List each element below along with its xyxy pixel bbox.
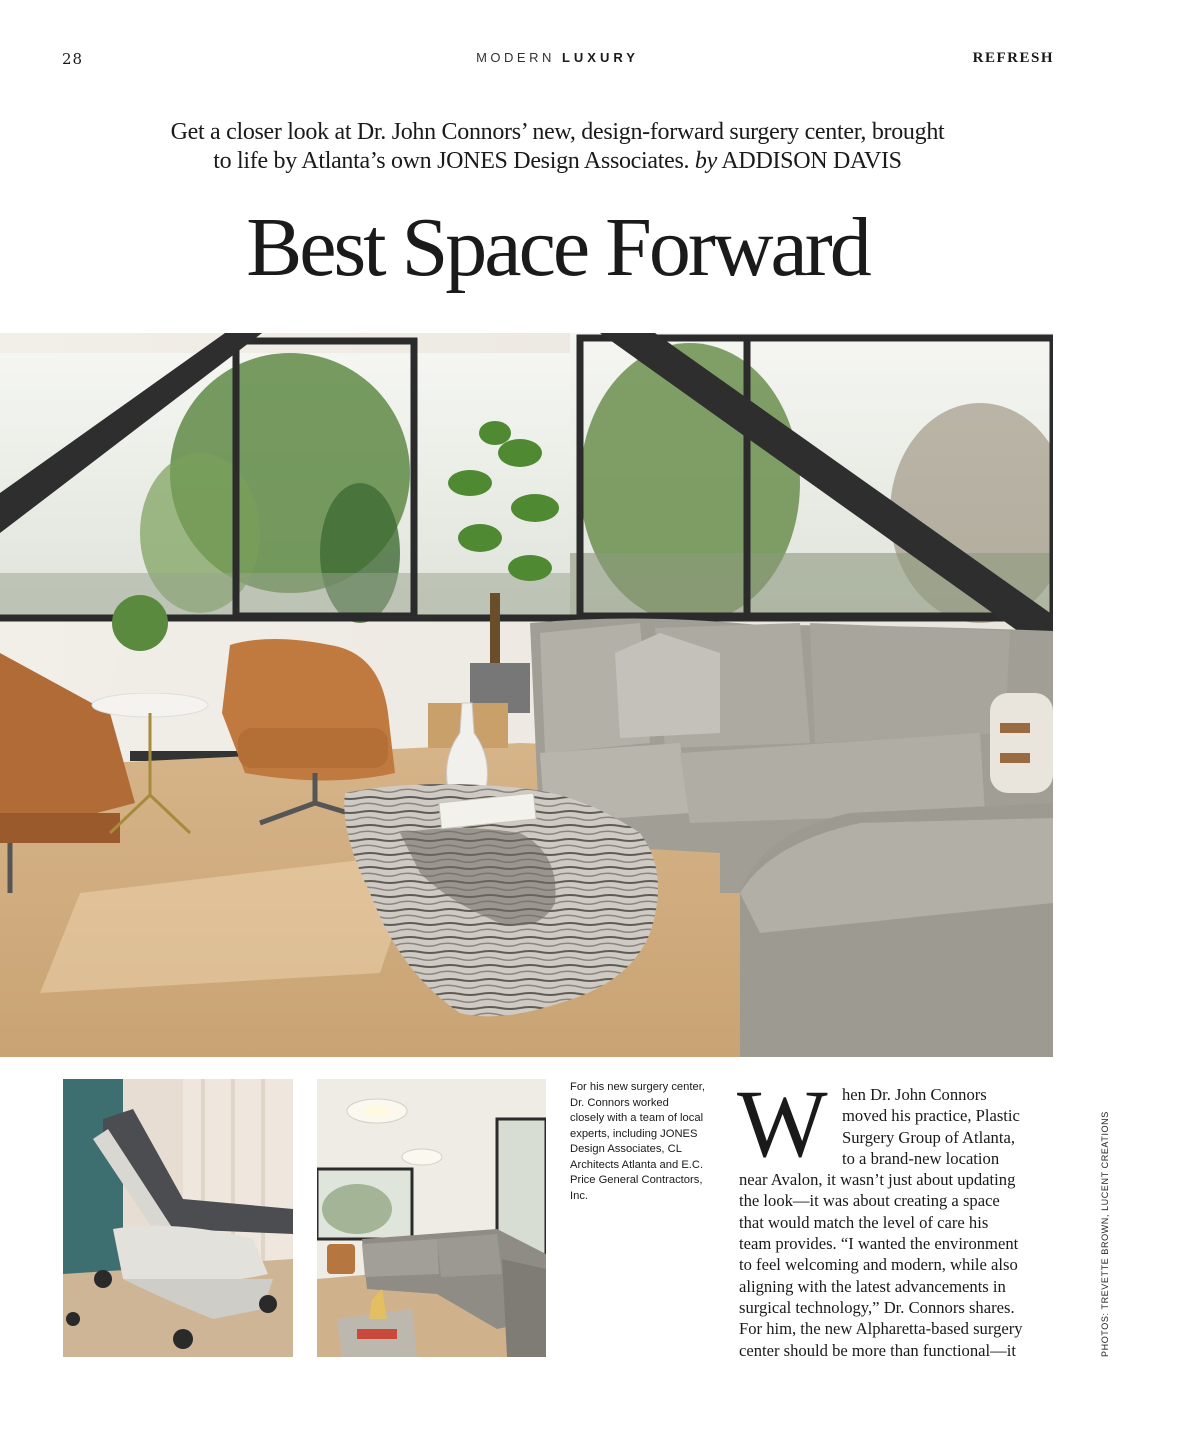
masthead bbox=[0, 50, 1115, 65]
body-line: hen Dr. John Connors bbox=[842, 1085, 987, 1104]
main-photo-lounge bbox=[0, 333, 1053, 1057]
masthead-modern: MODERN bbox=[476, 50, 555, 65]
page-number: 28 bbox=[62, 50, 84, 68]
body-line: moved his practice, Plastic bbox=[842, 1106, 1020, 1126]
waiting-lounge-illustration bbox=[317, 1079, 546, 1357]
photo-credit: PHOTOS: TREVETTE BROWN, LUCENT CREATIONS bbox=[1100, 1111, 1110, 1357]
section-label: REFRESH bbox=[972, 50, 1054, 66]
article-body bbox=[739, 1084, 1059, 1361]
photo-waiting-lounge bbox=[317, 1079, 546, 1357]
byline-by: by bbox=[694, 148, 717, 174]
body-line: near Avalon, it wasn’t just about updating bbox=[739, 1170, 1016, 1190]
dek-line-2: to life by Atlanta’s own JONES Design Associates. bbox=[213, 148, 690, 174]
body-line: For him, the new Alpharetta-based surgery bbox=[739, 1319, 1023, 1339]
body-line: Surgery Group of Atlanta, bbox=[842, 1127, 1015, 1147]
body-line: to a brand-new location bbox=[842, 1148, 1000, 1168]
body-line: aligning with the latest advancements in bbox=[739, 1276, 1006, 1296]
body-line: the look—it was about creating a space bbox=[739, 1191, 1000, 1211]
dek-line-1: Get a closer look at Dr. John Connors’ new, design-forward surgery center, brought bbox=[170, 119, 945, 145]
body-line: to feel welcoming and modern, while also bbox=[739, 1255, 1018, 1275]
surgical-bed-illustration bbox=[63, 1079, 293, 1357]
body-line: team provides. “I wanted the environment bbox=[739, 1234, 1019, 1254]
dek bbox=[140, 118, 975, 176]
drop-cap: W bbox=[737, 1070, 828, 1177]
lounge-illustration bbox=[0, 333, 1053, 1057]
body-line: surgical technology,” Dr. Connors shares. bbox=[739, 1297, 1015, 1317]
photo-caption: For his new surgery center, Dr. Connors worked closely with a team of local experts, including JONES Design Associates, CL Architects Atlanta and E.C. Price General Contractors, Inc. bbox=[570, 1081, 705, 1202]
body-line: that would match the level of care his bbox=[739, 1212, 989, 1232]
photo-surgical-bed bbox=[63, 1079, 293, 1357]
body-line: center should be more than functional—it bbox=[739, 1340, 1016, 1360]
headline: Best Space Forward bbox=[246, 201, 869, 294]
masthead-luxury: LUXURY bbox=[561, 50, 639, 65]
byline-author: ADDISON DAVIS bbox=[721, 148, 902, 174]
